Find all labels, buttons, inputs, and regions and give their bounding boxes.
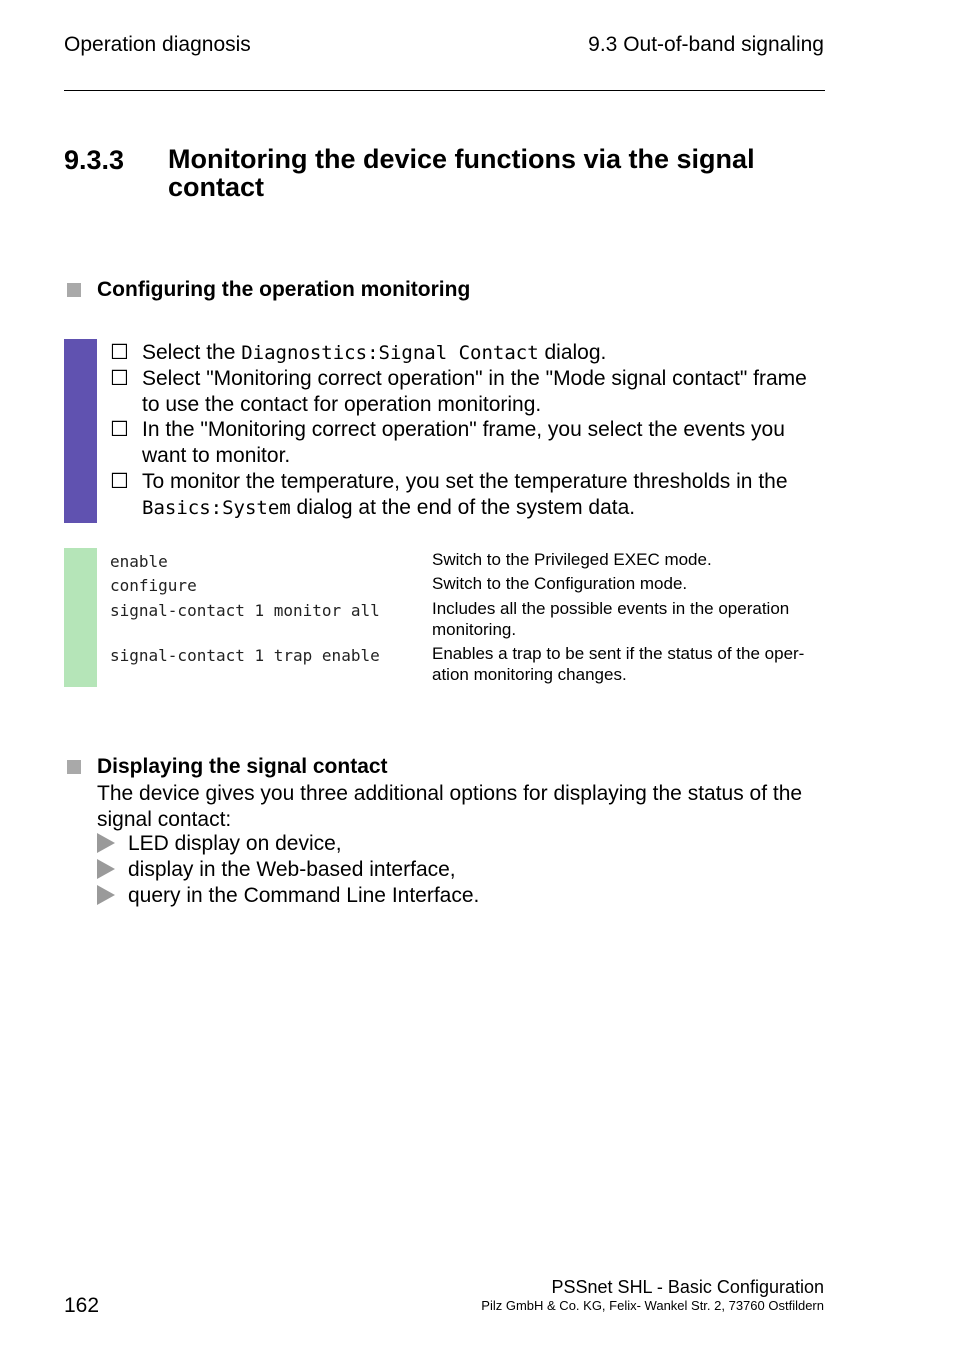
triangle-bullet-icon <box>97 859 115 879</box>
cli-marker-bar <box>64 548 97 687</box>
checkbox-icon: ☐ <box>110 341 129 364</box>
list-item: LED display on device, <box>97 832 342 856</box>
step-text: dialog. <box>538 341 607 364</box>
checkbox-icon: ☐ <box>110 470 129 493</box>
cli-command: signal-contact 1 trap enable <box>110 646 380 665</box>
cli-description: Switch to the Configuration mode. <box>432 574 688 593</box>
running-header-chapter: Operation diagnosis <box>64 33 251 56</box>
web-interface-marker-bar <box>64 339 97 523</box>
footer-address: Pilz GmbH & Co. KG, Felix- Wankel Str. 2, 73760 Ostfildern <box>481 1298 824 1313</box>
cli-description: Includes all the possible events in the operation monitoring. <box>432 599 790 639</box>
cli-command: enable <box>110 552 168 571</box>
dialog-path: Diagnostics:Signal Contact <box>241 342 539 364</box>
section-number: 9.3.3 <box>64 145 125 175</box>
step-text: In the "Monitoring correct operation" frame, you select the events you want to monitor. <box>142 418 785 467</box>
step-4 <box>110 469 825 521</box>
dialog-path: Basics:System <box>142 497 291 519</box>
footer-doc-title: PSSnet SHL - Basic Configuration <box>551 1277 824 1297</box>
cli-description: Switch to the Privileged EXEC mode. <box>432 550 712 569</box>
cli-command: configure <box>110 576 197 595</box>
step-text: To monitor the temperature, you set the temperature thresholds in the <box>142 470 788 493</box>
subheading-square-icon <box>67 283 81 297</box>
step-2 <box>110 366 825 418</box>
section-title: Monitoring the device functions via the signal contact <box>168 144 755 202</box>
triangle-bullet-icon <box>97 885 115 905</box>
triangle-bullet-icon <box>97 833 115 853</box>
running-header-section: 9.3 Out-of-band signaling <box>588 33 824 56</box>
subheading-square-icon <box>67 760 81 774</box>
list-item: display in the Web-based interface, <box>97 858 456 882</box>
list-item: query in the Command Line Interface. <box>97 884 479 908</box>
checkbox-icon: ☐ <box>110 418 129 441</box>
step-text: dialog at the end of the system data. <box>290 496 636 519</box>
header-divider <box>64 90 825 91</box>
subheading-displaying: Displaying the signal contact <box>97 755 388 778</box>
step-1 <box>110 340 825 366</box>
displaying-intro: The device gives you three additional options for displaying the status of the signal contact: <box>97 782 803 831</box>
step-text: Select the <box>142 341 242 364</box>
subheading-configuring: Configuring the operation monitoring <box>97 278 471 301</box>
checkbox-icon: ☐ <box>110 367 129 390</box>
page-number: 162 <box>64 1294 100 1317</box>
cli-command: signal-contact 1 monitor all <box>110 601 380 620</box>
step-3 <box>110 417 825 469</box>
cli-description: Enables a trap to be sent if the status of the oper-ation monitoring changes. <box>432 644 805 684</box>
step-text: Select "Monitoring correct operation" in the "Mode signal contact" frame to use the contact for operation monitoring. <box>142 367 807 416</box>
